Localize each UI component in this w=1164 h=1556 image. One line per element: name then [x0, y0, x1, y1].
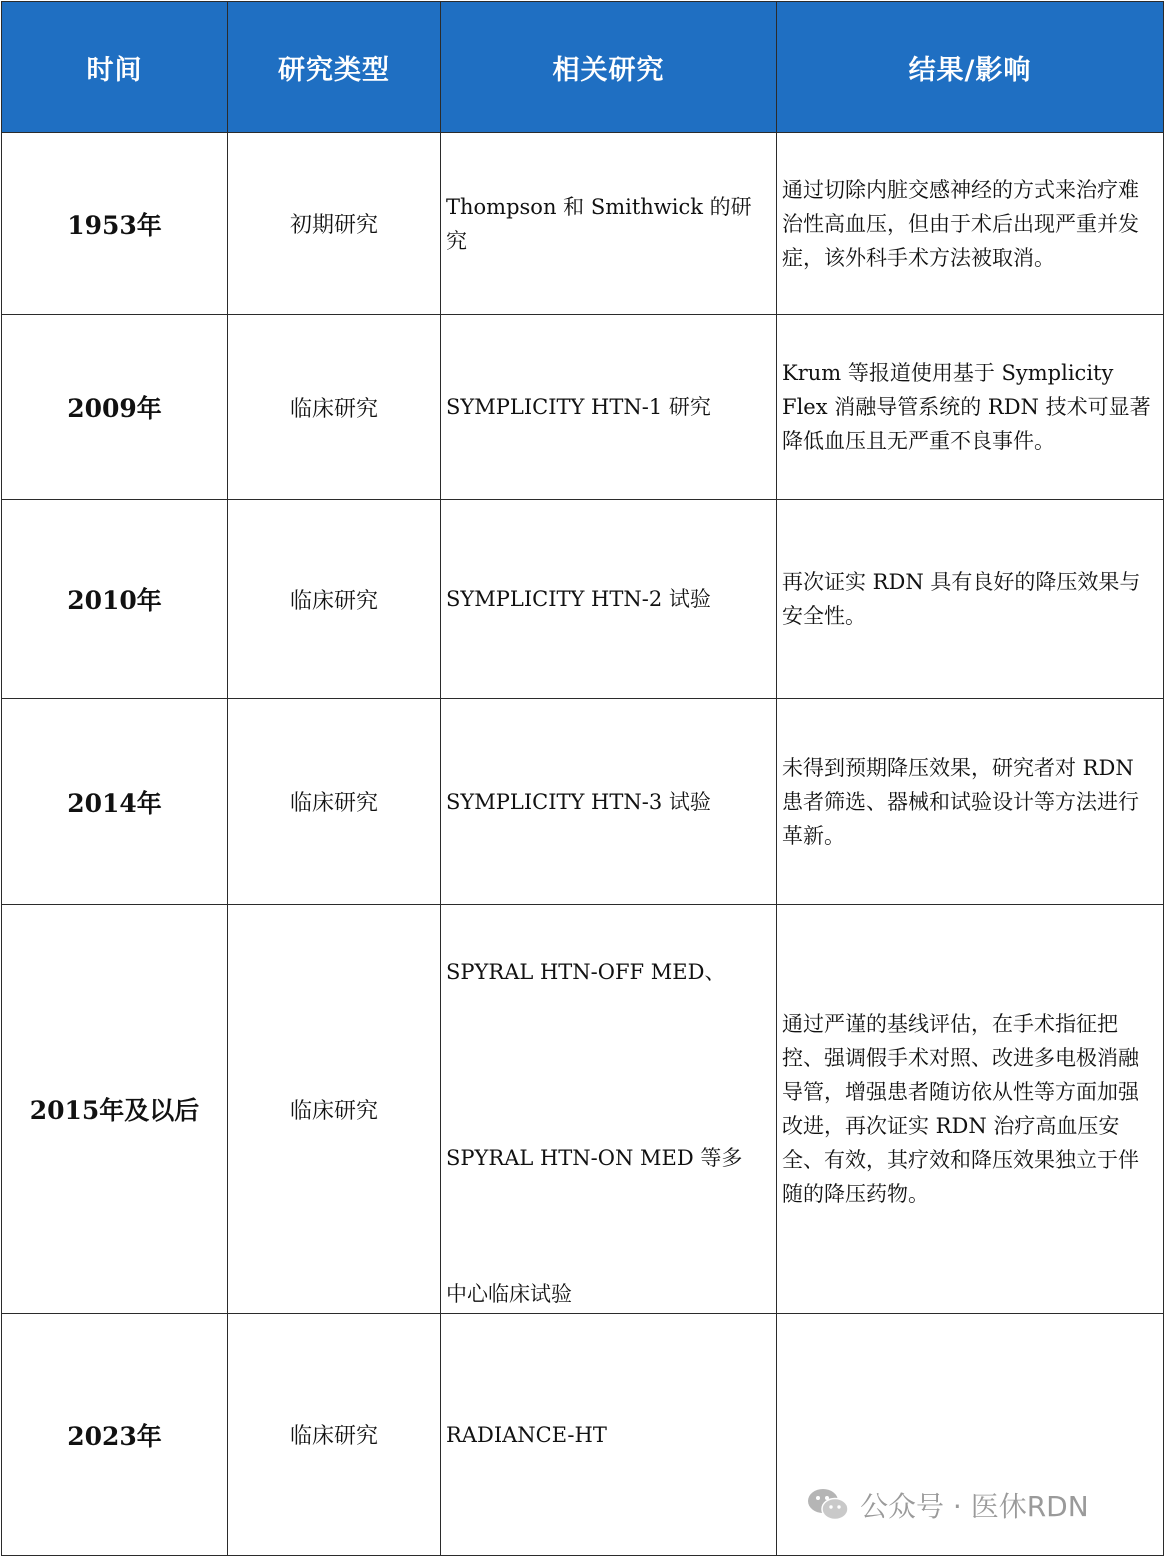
- wechat-icon: [806, 1487, 850, 1523]
- table-row: [2, 315, 1164, 500]
- table-row: [2, 133, 1164, 315]
- study-line: SPYRAL HTN-OFF MED、: [446, 960, 726, 984]
- type-cell: 初期研究: [228, 133, 441, 315]
- research-timeline-table: [1, 1, 1164, 1556]
- study-cell: [441, 905, 777, 1314]
- header-result: 结果/影响: [777, 2, 1164, 133]
- result-cell: 通过切除内脏交感神经的方式来治疗难治性高血压，但由于术后出现严重并发症，该外科手术方法被取消。: [777, 133, 1164, 315]
- header-time: 时间: [2, 2, 228, 133]
- type-cell: 临床研究: [228, 500, 441, 699]
- study-line: 中心临床试验: [446, 1282, 572, 1306]
- time-cell: 2014年: [2, 699, 228, 905]
- result-cell: 通过严谨的基线评估，在手术指征把控、强调假手术对照、改进多电极消融导管，增强患者随访依从性等方面加强改进，再次证实 RDN 治疗高血压安全、有效，其疗效和降压效果独立于伴随的降压药物。: [777, 905, 1164, 1314]
- study-line: SPYRAL HTN-ON MED 等多: [446, 1146, 743, 1170]
- time-cell: 2010年: [2, 500, 228, 699]
- type-cell: 临床研究: [228, 315, 441, 500]
- type-cell: 临床研究: [228, 905, 441, 1314]
- table-row: [2, 500, 1164, 699]
- table-header-row: [2, 2, 1164, 133]
- result-cell: 再次证实 RDN 具有良好的降压效果与安全性。: [777, 500, 1164, 699]
- type-cell: 临床研究: [228, 1314, 441, 1556]
- time-cell: 2015年及以后: [2, 905, 228, 1314]
- header-type: 研究类型: [228, 2, 441, 133]
- time-cell: 1953年: [2, 133, 228, 315]
- time-cell: 2009年: [2, 315, 228, 500]
- result-cell: Krum 等报道使用基于 Symplicity Flex 消融导管系统的 RDN 技术可显著降低血压且无严重不良事件。: [777, 315, 1164, 500]
- table-row: [2, 905, 1164, 1314]
- watermark: [806, 1485, 1089, 1525]
- type-cell: 临床研究: [228, 699, 441, 905]
- table-row: [2, 699, 1164, 905]
- study-cell: SYMPLICITY HTN-1 研究: [441, 315, 777, 500]
- watermark-text: 公众号 · 医休RDN: [860, 1490, 1089, 1523]
- study-cell: Thompson 和 Smithwick 的研究: [441, 133, 777, 315]
- study-cell: RADIANCE-HT: [441, 1314, 777, 1556]
- study-cell: SYMPLICITY HTN-2 试验: [441, 500, 777, 699]
- study-cell: SYMPLICITY HTN-3 试验: [441, 699, 777, 905]
- header-study: 相关研究: [441, 2, 777, 133]
- time-cell: 2023年: [2, 1314, 228, 1556]
- result-cell: 未得到预期降压效果，研究者对 RDN 患者筛选、器械和试验设计等方法进行革新。: [777, 699, 1164, 905]
